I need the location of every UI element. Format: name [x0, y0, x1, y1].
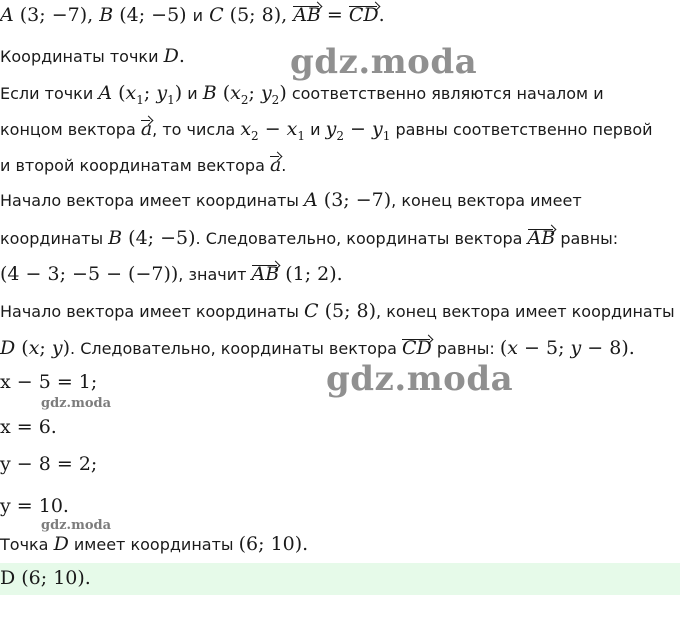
point-a: A (3; −7)	[304, 189, 392, 211]
solution-line-1	[0, 189, 582, 211]
vector-cd: CD	[348, 4, 379, 26]
theory-text-9: .	[281, 156, 287, 175]
theory-text-7: равны соответственно первой	[390, 120, 653, 139]
condition-and: и	[192, 6, 204, 25]
conclusion-line	[0, 533, 308, 555]
question-math: D.	[163, 45, 185, 67]
equation-1	[0, 371, 97, 393]
equation-4-text: y = 10.	[0, 495, 69, 517]
solution-text-10: равны:	[431, 339, 500, 358]
theory-line-3	[0, 154, 286, 176]
x-difference: $x_2 - x_1$	[240, 118, 306, 143]
condition-math-2: C (5; 8), AB = CD.	[209, 4, 385, 26]
solution-line-2	[0, 227, 618, 249]
theory-text-8: и второй координатам вектора	[0, 156, 270, 175]
vector-a: a	[140, 118, 153, 140]
solution-text-4: . Следовательно, координаты вектора	[195, 229, 528, 248]
conclusion-text-1: Точка	[0, 535, 54, 554]
point-d-label: D	[53, 533, 69, 555]
conclusion-text-2: имеет координаты	[68, 535, 239, 554]
watermark-small-2: gdz.moda	[41, 518, 112, 533]
watermark-logo-2: gdz.moda	[326, 359, 514, 399]
vector-ab-2: AB	[527, 227, 556, 249]
equation-3-text: y − 8 = 2;	[0, 453, 98, 475]
theory-line-1	[0, 82, 604, 107]
y-difference: $y_2 - y_1$	[325, 118, 391, 143]
answer-box	[0, 563, 680, 595]
solution-line-5	[0, 337, 635, 359]
solution-text-5: равны:	[555, 229, 619, 248]
condition-math: A (3; −7), B (4; −5)	[0, 4, 193, 26]
condition-line	[0, 4, 385, 26]
vector-cd-2: CD	[402, 337, 432, 359]
watermark-logo-1: gdz.moda	[290, 42, 478, 82]
ab-coordinates: (1; 2).	[279, 263, 343, 285]
equation-3	[0, 453, 97, 475]
point-b: B (4; −5)	[108, 227, 196, 249]
solution-text-3: координаты	[0, 229, 109, 248]
vector-ab-3: AB	[251, 263, 280, 285]
theory-text-6: и	[305, 120, 326, 139]
theory-text-1: Если точки	[0, 84, 99, 103]
solution-line-4	[0, 300, 675, 322]
point-b-general: B ($x_2$; $y_2$)	[202, 82, 287, 107]
solution-text-7: Начало вектора имеет координаты	[0, 302, 305, 321]
answer-line	[0, 567, 91, 589]
theory-text-4: концом вектора	[0, 120, 141, 139]
point-a-general: A ($x_1$; $y_1$)	[98, 82, 183, 107]
equation-2	[0, 416, 57, 438]
theory-text-2: и	[182, 84, 203, 103]
equation-4	[0, 495, 69, 517]
equation-2-text: x = 6.	[0, 416, 57, 438]
question-text: Координаты точки	[0, 47, 164, 66]
vector-ab: AB	[293, 4, 321, 26]
solution-text-2: , конец вектора имеет	[391, 191, 582, 210]
cd-coordinates-calc: (x − 5; y − 8).	[499, 337, 635, 359]
solution-text-6: , значит	[178, 265, 252, 284]
solution-text-9: . Следовательно, координаты вектора	[70, 339, 403, 358]
solution-line-3	[0, 263, 343, 285]
solution-text-8: , конец вектора имеет координаты	[376, 302, 675, 321]
point-c: C (5; 8)	[304, 300, 377, 322]
question-line	[0, 45, 185, 67]
theory-text-3: соответственно являются началом и	[286, 84, 604, 103]
solution-text-1: Начало вектора имеет координаты	[0, 191, 305, 210]
vector-a-2: a	[269, 154, 282, 176]
answer-text: D (6; 10).	[0, 567, 91, 589]
point-d-coordinates: (6; 10).	[238, 533, 309, 555]
ab-coordinates-calc: (4 − 3; −5 − (−7))	[0, 263, 179, 285]
watermark-small-1: gdz.moda	[41, 396, 112, 411]
theory-text-5: , то числа	[152, 120, 241, 139]
point-d-general: D (x; y)	[0, 337, 71, 359]
equation-1-text: x − 5 = 1;	[0, 371, 98, 393]
theory-line-2	[0, 118, 653, 143]
